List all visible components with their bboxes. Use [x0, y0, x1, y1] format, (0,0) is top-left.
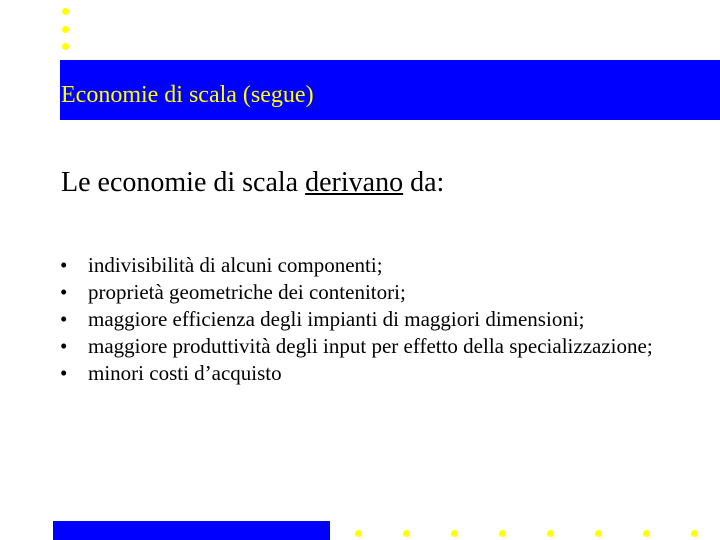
decorative-dot [403, 530, 410, 537]
decorative-dot [499, 530, 506, 537]
decorative-dot [62, 26, 69, 33]
list-item-text: proprietà geometriche dei contenitori; [88, 280, 406, 304]
list-item-text: maggiore produttività degli input per effetto della specializzazione; [88, 334, 653, 358]
bullet-list [60, 252, 700, 387]
bullet-marker: • [60, 361, 68, 385]
list-item [60, 279, 700, 306]
list-item-text: maggiore efficienza degli impianti di maggiori dimensioni; [88, 307, 585, 331]
list-item-text: minori costi d’acquisto [88, 361, 282, 385]
decorative-dot [547, 530, 554, 537]
list-item [60, 252, 700, 279]
list-item [60, 360, 700, 387]
decorative-dot [691, 530, 698, 537]
decorative-dot [62, 43, 69, 50]
list-item [60, 306, 700, 333]
decorative-dot [643, 530, 650, 537]
decorative-dot [595, 530, 602, 537]
bullet-marker: • [60, 280, 68, 304]
bullet-marker: • [60, 253, 68, 277]
decorative-dot [355, 530, 362, 537]
lead-text-underlined: derivano [305, 167, 404, 198]
bottom-bar [53, 521, 330, 540]
lead-text-end: da: [403, 167, 445, 198]
decorative-dot [62, 8, 69, 15]
list-item-text: indivisibilità di alcuni componenti; [88, 253, 383, 277]
lead-text-start: Le economie di scala [61, 167, 306, 198]
bullet-marker: • [60, 307, 68, 331]
lead-text [61, 166, 444, 200]
list-item [60, 333, 700, 360]
bullet-marker: • [60, 334, 68, 358]
slide-title: Economie di scala (segue) [61, 82, 314, 108]
decorative-dot [451, 530, 458, 537]
